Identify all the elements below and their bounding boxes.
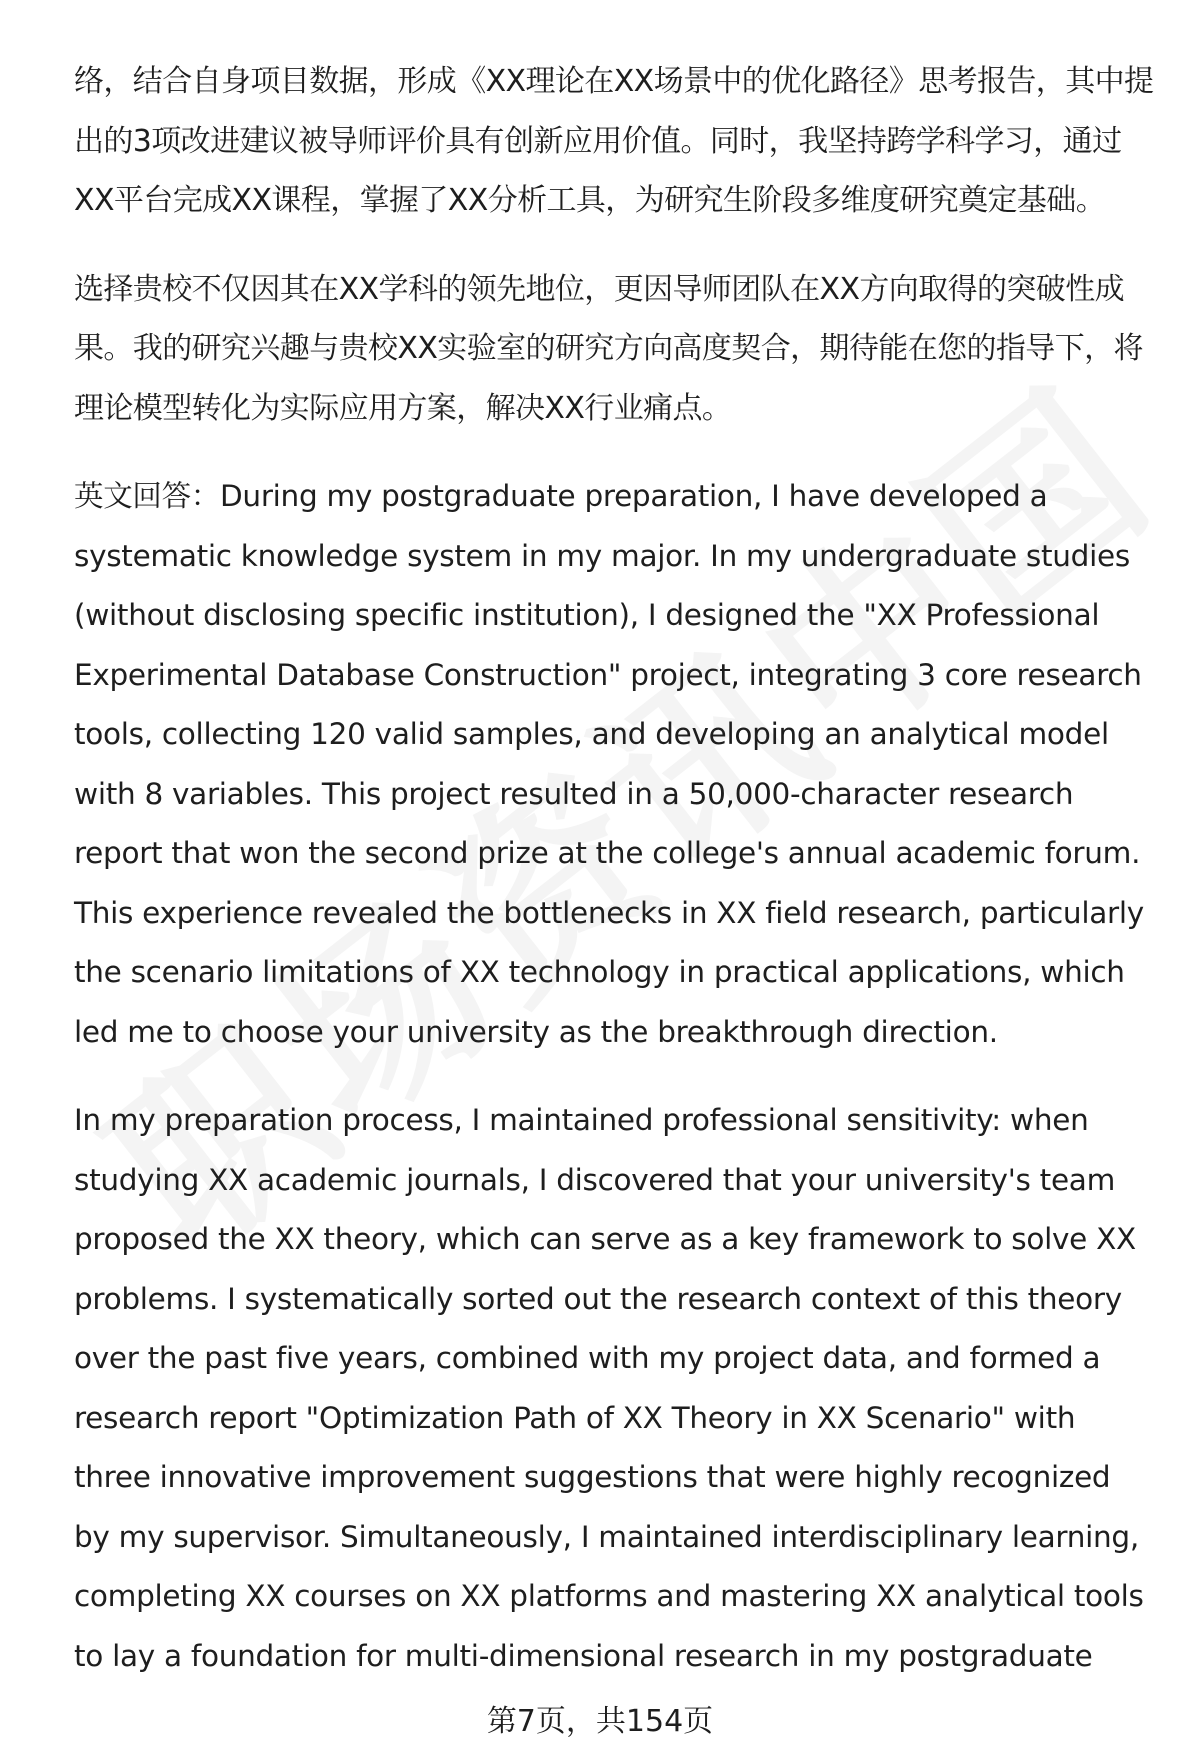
paragraph-cn-1: 络，结合自身项目数据，形成《XX理论在XX场景中的优化路径》思考报告，其中提出的3项改进建议被导师评价具有创新应用价值。同时，我坚持跨学科学习，通过XX平台完成XX课程，掌握了XX分析工具，为研究生阶段多维度研究奠定基础。 xyxy=(74,64,1154,218)
paragraph-gap xyxy=(74,1062,1154,1091)
paragraph-en-1-text: During my postgraduate preparation, I have developed a systematic knowledge system in my major. In my undergraduate studies (without disclosing specific institution), I designed the "XX Professional Experimental Database Construction" project, integrating 3 core research tools, collecting 120 valid samples, and developing an analytical model with 8 variables. This project resulted in a 50,000-character research report that won the second prize at the college's annual academic forum. This experience revealed the bottlenecks in XX field research, particularly the scenario limitations of XX technology in practical applications, which led me to choose your university as the breakthrough direction. xyxy=(74,479,1144,1049)
page-content xyxy=(74,52,1154,1686)
english-answer-label: 英文回答： xyxy=(74,479,221,513)
paragraph-en-1 xyxy=(74,467,1154,1062)
paragraph-gap xyxy=(74,231,1154,260)
paragraph-cn-2: 选择贵校不仅因其在XX学科的领先地位，更因导师团队在XX方向取得的突破性成果。我的研究兴趣与贵校XX实验室的研究方向高度契合，期待能在您的指导下，将理论模型转化为实际应用方案，解决XX行业痛点。 xyxy=(74,271,1143,426)
paragraph-gap xyxy=(74,438,1154,467)
page-number-footer: 第7页，共154页 xyxy=(486,1704,714,1739)
paragraph-en-2: In my preparation process, I maintained professional sensitivity: when studying XX academic journals, I discovered that your university's team proposed the XX theory, which can serve as a key framework to solve XX problems. I systematically sorted out the research context of this theory over the past five years, combined with my project data, and formed a research report "Optimization Path of XX Theory in XX Scenario" with three innovative improvement suggestions that were highly recognized by my supervisor. Simultaneously, I maintained interdisciplinary learning, completing XX courses on XX platforms and mastering XX analytical tools to lay a foundation for multi-dimensional research in my postgraduate xyxy=(74,1103,1144,1673)
